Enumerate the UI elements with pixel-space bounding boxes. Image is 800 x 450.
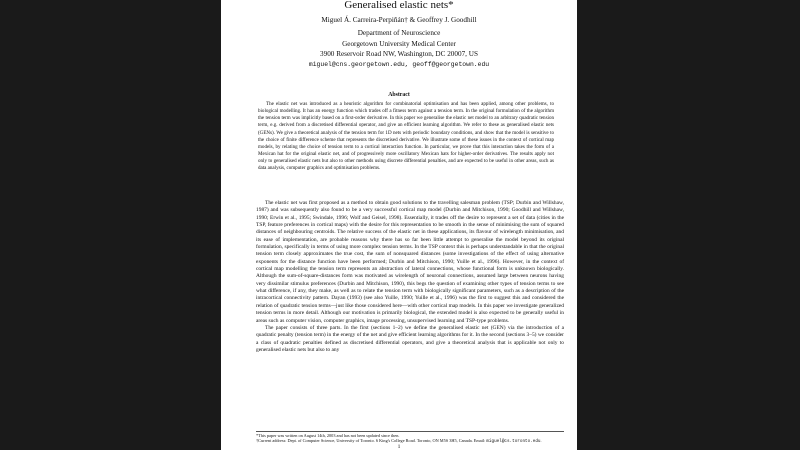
footnote-1: *This paper was written on August 14th, 2003 and has not been updated since then. xyxy=(256,433,400,438)
footnotes xyxy=(256,431,564,445)
footnote-2-email: miguel@cs.toronto.edu xyxy=(486,439,541,445)
author-emails: miguel@cns.georgetown.edu, geoff@georgetown.edu xyxy=(308,60,490,68)
body-paragraph-2: The paper consists of three parts. In the first (sections 1–2) we define the generalised elastic net (GEN) via the introduction of a quadratic penalty (tension term) in the energy of the net and give efficient learning algorithms for it. In the second (sections 3–5) we consider a class of quadratic penalties defined as discretised differential operators, and give a theoretical analysis that is applicable not only to generalised elastic nets but also to any xyxy=(256,324,564,353)
body-text xyxy=(256,200,564,354)
address: 3900 Reservoir Road NW, Washington, DC 20007, US xyxy=(320,50,478,58)
institution: Georgetown University Medical Center xyxy=(342,39,456,48)
paper-title: Generalised elastic nets* xyxy=(344,0,454,11)
body-paragraph-1: The elastic net was first proposed as a method to obtain good solutions to the travelling salesman problem (TSP; Durbin and Willshaw, 1987) and was subsequently also found to be a very successful cortical map model (Durbin and Mitchison, 1990; Goodhill and Willshaw, 1990; Erwin et al., 1995; Swindale, 1996; Wolf and Geisel, 1998). Essentially, it trades off the desire to represent a set of data (cities in the TSP, feature preferences in cortical maps) with the desire for this representation to be smooth in the sense of minimising the sum of squared distances of neighbouring centroids. The relative success of the elastic net in these applications, its flavour of wirelength minimisation, and its ease of implementation, are probable reasons why there has so far been little attempt to generalise the model beyond its original formulation, specifically in terms of using more complex tension terms. In the TSP context this is perhaps understandable in that the original tension term closely approximates the true cost, the sum of nonsquared distances (some investigations of the effect of using alternative exponents for the distance function have been performed; Durbin and Mitchison, 1990; Yuille et al., 1996). However, in the context of cortical map modelling the tension term represents an abstraction of lateral connections, whose functional form is unknown biologically. Although the sum-of-square-distances form was motivated as wirelength of neuronal connections, assumed large between neurons having very dissimilar stimulus preferences (Durbin and Mitchison, 1990), this begs the question of examining other types of tension terms to see what difference, if any, they make, as well as to relate the tension term with biologically significant parameters, such as a description of the intracortical connectivity pattern. Dayan (1993) (see also Yuille, 1990; Yuille et al., 1996) was the first to suggest this and considered the relation of quadratic tension terms—just like those considered here—with other cortical map models. In this paper we investigate generalized tension terms in more detail. Although our motivation is primarily biological, the extended model is also expected to be generally useful in areas such as computer vision, computer graphics, image processing, unsupervised learning and TSP-type problems. xyxy=(256,200,564,324)
department: Department of Neuroscience xyxy=(357,29,441,37)
paper-authors: Miguel Á. Carreira-Perpiñán† & Geoffrey J. Goodhill xyxy=(321,16,477,24)
page-number: 1 xyxy=(397,444,401,450)
abstract-heading: Abstract xyxy=(388,92,410,98)
affiliation-block xyxy=(221,28,577,70)
paper-page xyxy=(221,0,577,450)
footnote-2-text: †Current address: Dept. of Computer Science, University of Toronto. 6 King's College Road. Toronto, ON M5S 3H5, Canada. Email: xyxy=(256,438,487,444)
footnote-2-end: . xyxy=(540,438,542,444)
abstract-text: The elastic net was introduced as a heuristic algorithm for combinatorial optimisation and has been applied, among other problems, to biological modelling. It has an energy function which trades off a fitness term against a tension term. In the original formulation of the algorithm the tension term was implicitly based on a first-order derivative. In this paper we generalise the elastic net model to an arbitrary quadratic tension term, e.g. derived from a discretised differential operator, and give an efficient learning algorithm. We refer to these as generalised elastic nets (GENs). We give a theoretical analysis of the tension term for 1D nets with periodic boundary conditions, and show that the model is sensitive to the choice of finite difference scheme that represents the discretised derivative. We illustrate some of these issues in the context of cortical map models, by relating the choice of tension term to a cortical interaction function. In particular, we prove that this interaction takes the form of a Mexican hat for the original elastic net, and of progressively more oscillatory Mexican hats for higher-order derivatives. The results apply not only to generalised elastic nets but also to other methods using discrete differential penalties, and are expected to be useful in other areas, such as data analysis, computer graphics and optimisation problems. xyxy=(258,101,554,172)
